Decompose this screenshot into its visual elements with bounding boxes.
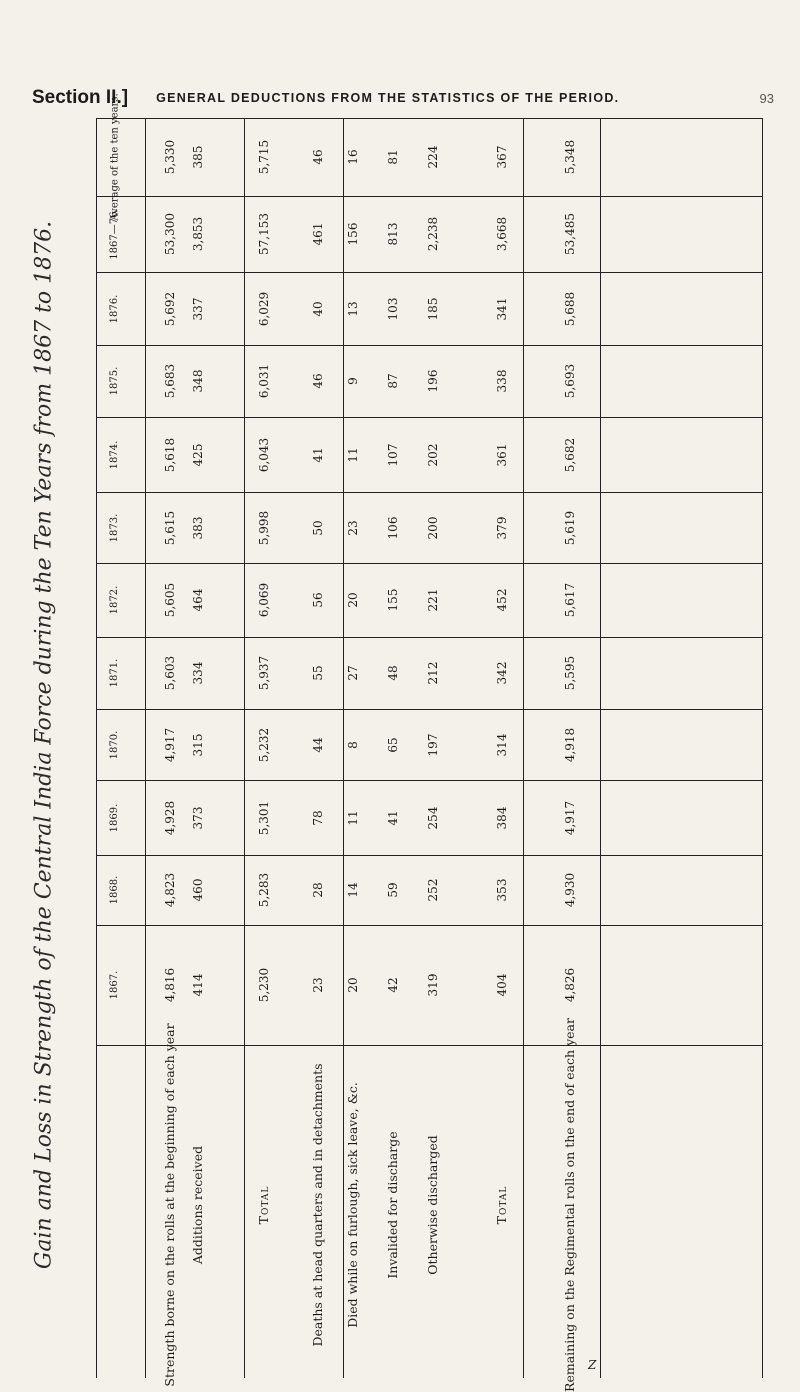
- column-header: 1876.: [109, 294, 120, 323]
- table-cell: 5,682: [563, 437, 577, 472]
- row-label: Died while on furlough, sick leave, &c.: [344, 1082, 360, 1328]
- column-divider: [96, 118, 97, 1378]
- table-cell: 5,603: [163, 655, 177, 691]
- table-cell: 461: [311, 222, 325, 246]
- table-cell: 65: [386, 736, 400, 753]
- table-cell: 53,485: [563, 213, 577, 255]
- row-label: Otherwise discharged: [424, 1135, 440, 1275]
- column-header: 1870.: [109, 730, 120, 759]
- table-cell: 20: [346, 977, 360, 993]
- table-cell: 5,683: [163, 363, 177, 399]
- table-cell: 81: [386, 149, 400, 165]
- table-cell: 27: [346, 665, 360, 681]
- table-cell: 4,917: [563, 800, 577, 835]
- table-cell: 202: [426, 443, 440, 466]
- table-cell: 50: [311, 519, 325, 536]
- row-label: Additions received: [189, 1145, 205, 1265]
- table-cell: 5,615: [163, 510, 177, 545]
- section-label: Section II.]: [32, 87, 129, 108]
- table-cell: 4,823: [163, 872, 177, 908]
- table-cell: 813: [386, 222, 400, 246]
- table-cell: 353: [495, 878, 509, 902]
- table-cell: 452: [495, 588, 509, 612]
- table-cell: 5,715: [257, 139, 271, 175]
- table-cell: 384: [495, 806, 509, 829]
- table-cell: 341: [495, 297, 509, 320]
- row-label: Total: [255, 1185, 271, 1225]
- table-cell: 200: [426, 516, 440, 539]
- table-cell: 87: [386, 373, 400, 389]
- table-cell: 41: [386, 809, 400, 826]
- table-cell: 78: [311, 809, 325, 826]
- table-cell: 337: [191, 297, 205, 320]
- table-cell: 4,917: [163, 727, 177, 762]
- table-cell: 46: [311, 149, 325, 165]
- table-cell: 252: [426, 878, 440, 902]
- row-label: Remaining on the Regimental rolls on the end of each year: [561, 1018, 577, 1392]
- table-title-text: Gain and Loss in Strength of the Central India Force during the Ten Years from 1867 to 1876.: [31, 220, 57, 1270]
- row-divider: [96, 272, 762, 273]
- row-divider: [96, 709, 762, 710]
- row-divider: [96, 492, 762, 493]
- column-header: 1867.: [109, 970, 120, 1000]
- table-cell: 5,283: [257, 872, 271, 908]
- table-cell: 57,153: [257, 213, 271, 255]
- table-cell: 44: [311, 736, 325, 753]
- table-cell: 5,348: [563, 139, 577, 175]
- row-divider: [96, 855, 762, 856]
- table-cell: 23: [346, 519, 360, 536]
- table-cell: 5,230: [257, 967, 271, 1003]
- table-cell: 42: [386, 977, 400, 993]
- column-divider: [145, 118, 146, 1378]
- table-cell: 11: [346, 446, 360, 463]
- table-cell: 404: [495, 973, 509, 997]
- table-cell: 106: [386, 516, 400, 539]
- table-cell: 4,930: [563, 872, 577, 908]
- row-label: Invalided for discharge: [384, 1131, 400, 1279]
- table-cell: 212: [426, 661, 440, 685]
- table-cell: 56: [311, 592, 325, 608]
- table-cell: 383: [191, 516, 205, 539]
- table-cell: 5,232: [257, 727, 271, 762]
- table-cell: 3,853: [191, 216, 205, 252]
- table-cell: 197: [426, 733, 440, 756]
- table-cell: 361: [495, 443, 509, 466]
- table-cell: 5,688: [563, 291, 577, 326]
- table-cell: 338: [495, 369, 509, 393]
- column-divider: [600, 118, 601, 1378]
- column-header: 1867—76.: [109, 208, 120, 260]
- column-header: Average of the ten years.: [109, 93, 121, 221]
- row-divider: [96, 196, 762, 197]
- row-divider: [96, 1045, 762, 1046]
- table-cell: 155: [386, 588, 400, 612]
- row-divider: [96, 345, 762, 346]
- table-cell: 28: [311, 882, 325, 898]
- row-divider: [96, 118, 762, 119]
- column-header: 1868.: [109, 875, 120, 905]
- table-cell: 5,619: [563, 510, 577, 545]
- table-cell: 4,928: [163, 800, 177, 835]
- column-header: 1872.: [109, 585, 120, 615]
- table-cell: 460: [191, 878, 205, 902]
- table-cell: 5,937: [257, 655, 271, 691]
- table-cell: 6,069: [257, 582, 271, 618]
- table-cell: 6,029: [257, 291, 271, 326]
- table-cell: 5,617: [563, 582, 577, 618]
- column-header: 1869.: [109, 803, 120, 832]
- table-cell: 53,300: [163, 213, 177, 255]
- row-divider: [96, 637, 762, 638]
- table-cell: 385: [191, 145, 205, 169]
- table-cell: 8: [346, 740, 360, 749]
- running-head: GENERAL DEDUCTIONS FROM THE STATISTICS OF THE PERIOD.: [156, 91, 620, 105]
- table-cell: 46: [311, 373, 325, 389]
- row-divider: [96, 417, 762, 418]
- table-cell: 5,595: [563, 655, 577, 691]
- table-cell: 4,826: [563, 967, 577, 1003]
- table-cell: 5,330: [163, 139, 177, 175]
- row-divider: [96, 925, 762, 926]
- table-cell: 5,301: [257, 800, 271, 835]
- table-cell: 2,238: [426, 216, 440, 252]
- column-header: 1871.: [109, 658, 120, 688]
- table-cell: 414: [191, 973, 205, 997]
- column-header: 1875.: [109, 366, 120, 396]
- table-cell: 40: [311, 300, 325, 317]
- row-label: Strength borne on the rolls at the beginning of each year: [161, 1023, 177, 1387]
- table-cell: 5,605: [163, 582, 177, 618]
- table-cell: 464: [191, 588, 205, 612]
- row-divider: [96, 563, 762, 564]
- table-cell: 5,998: [257, 510, 271, 545]
- table-cell: 314: [495, 733, 509, 756]
- table-cell: 55: [311, 665, 325, 681]
- table-cell: 23: [311, 977, 325, 993]
- column-divider: [762, 118, 763, 1378]
- table-cell: 224: [426, 145, 440, 169]
- table-cell: 20: [346, 592, 360, 608]
- table-cell: 5,693: [563, 363, 577, 399]
- table-cell: 14: [346, 882, 360, 898]
- table-cell: 373: [191, 806, 205, 829]
- table-cell: 3,668: [495, 216, 509, 252]
- table-cell: 59: [386, 882, 400, 898]
- table-cell: 16: [346, 149, 360, 165]
- table-cell: 221: [426, 588, 440, 612]
- row-label: Total: [493, 1185, 509, 1225]
- table-cell: 315: [191, 733, 205, 756]
- table-cell: 379: [495, 516, 509, 539]
- table-cell: 11: [346, 809, 360, 826]
- table-cell: 6,031: [257, 363, 271, 399]
- table-cell: 4,918: [563, 727, 577, 762]
- table-cell: 185: [426, 297, 440, 320]
- table-cell: 342: [495, 661, 509, 685]
- table-cell: 4,816: [163, 967, 177, 1003]
- table-cell: 41: [311, 446, 325, 463]
- table-cell: 5,692: [163, 291, 177, 326]
- table-cell: 367: [495, 145, 509, 169]
- column-header: 1874.: [109, 440, 120, 469]
- table-cell: 319: [426, 973, 440, 997]
- row-divider: [96, 780, 762, 781]
- table-cell: 9: [346, 377, 360, 385]
- table-cell: 6,043: [257, 437, 271, 472]
- table-cell: 334: [191, 661, 205, 685]
- table-cell: 107: [386, 443, 400, 466]
- table-cell: 103: [386, 297, 400, 320]
- column-divider: [244, 118, 245, 1378]
- table-cell: 156: [346, 222, 360, 246]
- table-cell: 48: [386, 665, 400, 681]
- row-label: Deaths at head quarters and in detachments: [309, 1063, 325, 1347]
- table-cell: 425: [191, 443, 205, 466]
- table-cell: 196: [426, 369, 440, 393]
- table-cell: 254: [426, 806, 440, 829]
- column-header: 1873.: [109, 513, 120, 542]
- table-cell: 348: [191, 369, 205, 393]
- signature-mark: Z: [588, 1358, 597, 1372]
- page-number: 93: [759, 90, 774, 106]
- table-cell: 13: [346, 300, 360, 317]
- table-cell: 5,618: [163, 437, 177, 472]
- column-divider: [523, 118, 524, 1378]
